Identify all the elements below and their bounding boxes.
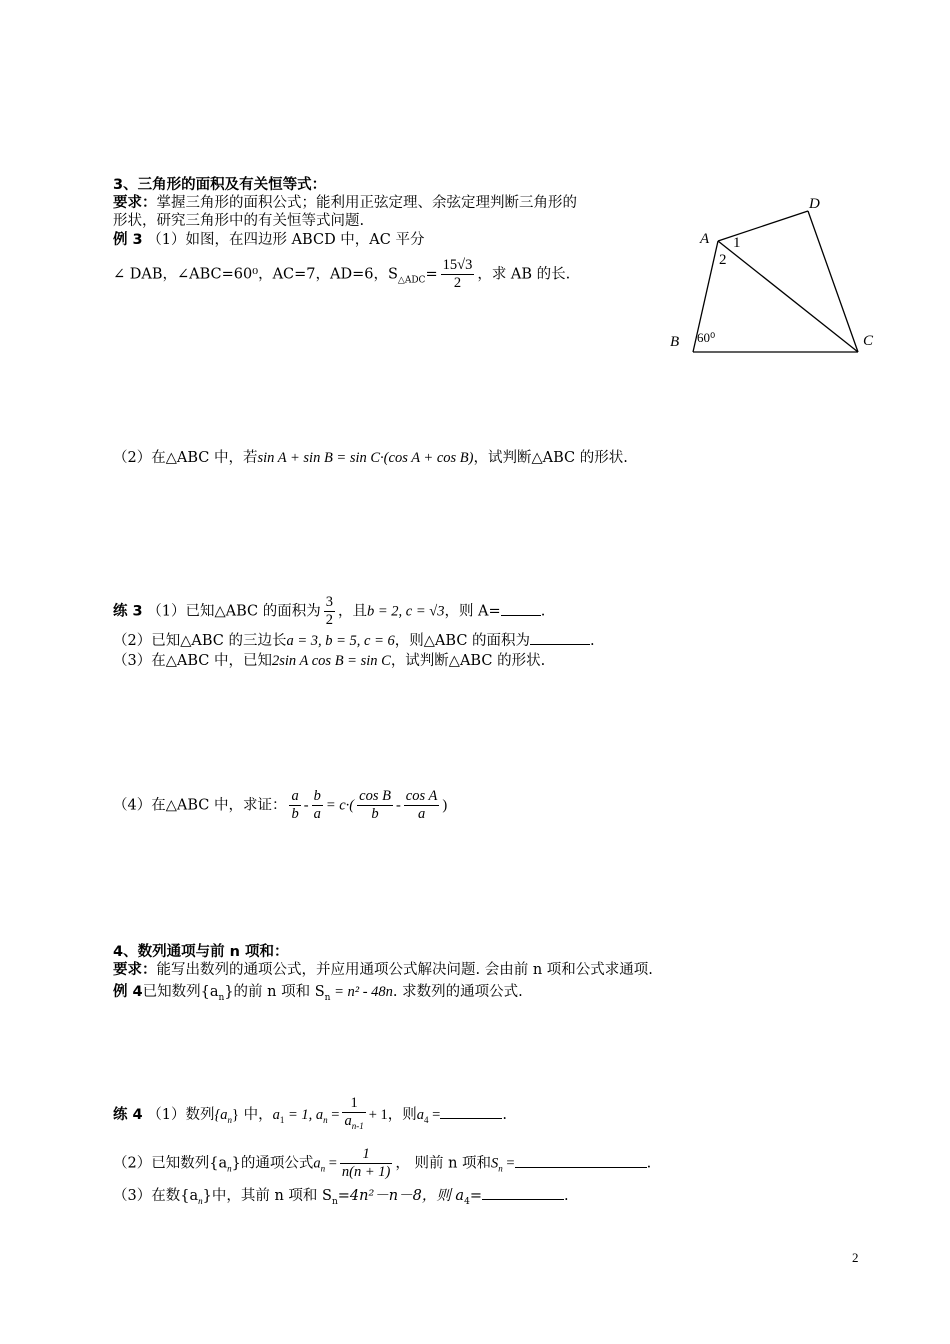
section-4-requirement [113, 961, 653, 979]
section-3-heading: 3、三角形的面积及有关恒等式： [113, 177, 327, 193]
fraction-denominator: b [371, 806, 379, 822]
pr3-q1-fraction [324, 594, 335, 629]
fraction-numerator: cos A [405, 788, 438, 804]
pr4-q2-tail: ， 则前 n 项和 [395, 1155, 492, 1172]
pr4-q2-sub: n [227, 1163, 232, 1174]
pr4-q3-sn-sub: n [331, 1196, 338, 1207]
ex4-mid: }的前 n 项和 S [224, 984, 325, 1000]
fraction-numerator: 3 [325, 594, 333, 610]
practice-3-label: 练 3 [113, 603, 143, 620]
pr4-q1-a4-sub: 4 [424, 1114, 429, 1125]
angle-2-label: 2 [719, 252, 727, 268]
pr4-q1-fraction [342, 1095, 365, 1135]
pr3-q2-tail: ，则△ABC 的面积为 [394, 633, 531, 649]
fraction-denominator: n(n + 1) [341, 1164, 391, 1180]
pr4-q1-a4-eq: = [428, 1106, 441, 1123]
pr4-q3-a4-sub: 4 [464, 1196, 470, 1207]
fraction-denominator: a [313, 806, 321, 822]
ex4-sn-sub: n [324, 992, 331, 1003]
pr4-q3-eq: =4n²－n－8，则 a [337, 1188, 465, 1204]
fraction-numerator: a [291, 788, 299, 804]
pr4-q1-end: . [502, 1106, 507, 1123]
pr4-q3-end-eq: = [469, 1188, 482, 1204]
practice-3-q3 [113, 652, 545, 670]
pr3-q1-pre: （1）已知△ABC 的面积为 [147, 603, 321, 620]
pr4-q2-an-sub: n [320, 1163, 326, 1174]
pr4-q2-an: a [313, 1155, 321, 1172]
quadrilateral-abcd-figure [660, 188, 880, 363]
side-dc [808, 211, 858, 352]
pr4-q1-a4: a [416, 1106, 425, 1123]
pr3-q3-pre: （3）在△ABC 中，已知 [113, 653, 272, 669]
ex3-p1-sub: △ADC [397, 275, 426, 286]
ex3-p1-tail: ，求 AB 的长. [477, 266, 571, 283]
req-label: 要求： [113, 962, 157, 978]
pr4-q2-fraction [340, 1146, 392, 1181]
pr3-q4-fraction-b-a [312, 788, 323, 823]
req-label: 要求： [113, 195, 157, 211]
fraction-numerator: b [313, 788, 321, 804]
pr3-q4-pre: （4）在△ABC 中，求证： [113, 797, 287, 814]
example-3-label: 例 3 [113, 232, 143, 248]
fraction-numerator: 1 [340, 1146, 392, 1164]
pr4-q1-tail: ，则 [387, 1106, 417, 1123]
fraction-numerator: 1 [342, 1095, 365, 1113]
ex4-tail: . 求数列的通项公式. [392, 984, 523, 1000]
pr4-q2-sn: S [491, 1155, 499, 1172]
pr4-q3-pre: （3）在数{a [113, 1188, 199, 1204]
ex3-p2-tail: ，试判断△ABC 的形状. [473, 450, 628, 466]
ex3-p2-pre: （2）在△ABC 中，若 [113, 450, 258, 466]
pr3-q4-fraction-cosa-a [404, 788, 440, 823]
ex4-equation: = n² - 48n [330, 984, 393, 1000]
pr4-q1-pre: （1）数列 [147, 1106, 215, 1123]
req-text-1: 掌握三角形的面积公式；能利用正弦定理、余弦定理判断三角形的 [156, 195, 577, 211]
ex3-area-fraction [441, 257, 475, 292]
answer-blank [530, 630, 590, 645]
page-number: 2 [852, 1250, 859, 1265]
pr4-q1-mid: 中， [239, 1106, 273, 1123]
section-3-requirement-cont: 形状，研究三角形中的有关恒等式问题. [113, 213, 365, 229]
minus-sign: - [303, 797, 309, 814]
pr3-q4-fraction-cosb-b [357, 788, 393, 823]
practice-3-q2 [113, 630, 595, 650]
fraction-numerator: cos B [359, 788, 391, 804]
practice-3-q1 [113, 594, 545, 629]
ex3-p2-equation: sin A + sin B = sin C·(cos A + cos B) [257, 450, 474, 466]
practice-4-q3 [113, 1185, 569, 1211]
equals-c: = c·( [325, 797, 355, 814]
example-3-part-1-line-1 [113, 231, 424, 249]
pr4-q2-sn-sub: n [498, 1163, 503, 1174]
vertex-b-label: B [670, 334, 680, 350]
pr4-q2-pre: （2）已知数列{a [113, 1155, 228, 1172]
answer-blank [515, 1153, 647, 1168]
den-sub: n-1 [351, 1120, 364, 1131]
ex4-pre: 已知数列{a [142, 984, 219, 1000]
pr3-q3-tail: ，试判断△ABC 的形状. [390, 653, 546, 669]
pr4-q2-end: . [646, 1155, 652, 1172]
pr4-q2-sn-eq: = [502, 1155, 515, 1172]
pr4-q1-eq: = [327, 1106, 340, 1123]
pr4-q3-end: . [563, 1188, 569, 1204]
practice-4-q2 [113, 1146, 651, 1181]
pr3-q1-tail: ，则 A= [444, 603, 501, 620]
fraction-denominator: 2 [325, 612, 333, 628]
pr4-q3-text: }中，其前 n 项和 S [202, 1188, 332, 1204]
pr4-q2-mid: }的通项公式 [231, 1155, 314, 1172]
section-3-requirement [113, 194, 577, 212]
side-ad [718, 211, 808, 241]
ex3-p1-text: （1）如图，在四边形 ABCD 中，AC 平分 [147, 232, 425, 248]
pr4-q1-seq-end: } [232, 1106, 240, 1123]
fraction-denominator [342, 1113, 365, 1135]
pr3-q1-condition: b = 2, c = √3 [366, 603, 445, 620]
diagonal-ac [718, 241, 858, 352]
fraction-denominator: a [417, 806, 426, 822]
pr4-q1-plus: + 1 [368, 1106, 388, 1123]
pr3-q2-pre: （2）已知△ABC 的三边长 [113, 633, 287, 649]
vertex-a-label: A [700, 231, 710, 247]
angle-b-label: 60⁰ [697, 330, 716, 345]
pr4-q1-cond: = 1, a [284, 1106, 324, 1123]
minus-sign: - [395, 797, 401, 814]
den-a: a [344, 1113, 352, 1129]
req-text: 能写出数列的通项公式，并应用通项公式解决问题. 会由前 n 项和公式求通项. [156, 962, 653, 978]
pr4-q1-seq-sub: n [227, 1114, 233, 1125]
pr3-q1-end: . [540, 603, 546, 620]
example-3-part-1-line-2 [113, 257, 570, 292]
pr3-q2-end: . [590, 633, 595, 649]
example-4-label: 例 4 [113, 984, 143, 1000]
answer-blank [440, 1104, 502, 1119]
pr3-q1-mid: ，且 [337, 603, 367, 620]
ex4-sub: n [218, 992, 225, 1003]
example-3-part-2 [113, 449, 628, 467]
pr4-q1-an-sub: n [323, 1114, 328, 1125]
practice-4-q1 [113, 1095, 507, 1135]
answer-blank [482, 1185, 564, 1200]
pr3-q4-fraction-a-b [289, 788, 300, 823]
fraction-numerator: 15√3 [442, 257, 473, 273]
fraction-denominator: b [291, 806, 299, 822]
pr4-q1-a1-sub: 1 [279, 1114, 285, 1125]
pr4-q2-eq: = [325, 1155, 337, 1172]
vertex-c-label: C [863, 333, 874, 349]
answer-blank [501, 601, 541, 616]
fraction-denominator: 2 [453, 275, 462, 291]
pr4-q1-a1: a [272, 1106, 280, 1123]
pr4-q1-seq: {a [214, 1106, 228, 1123]
section-4-heading: 4、数列通项与前 n 项和： [113, 944, 289, 960]
ex3-p1-cond: ∠ DAB，∠ABC=60⁰，AC=7，AD=6，S [113, 266, 398, 283]
practice-3-q4 [113, 788, 447, 823]
example-4 [113, 983, 523, 1007]
pr3-q2-condition: a = 3, b = 5, c = 6 [286, 633, 395, 649]
ex3-p1-eq: = [425, 266, 438, 283]
practice-4-label: 练 4 [113, 1106, 143, 1123]
pr4-q3-sub: n [198, 1195, 203, 1206]
vertex-d-label: D [809, 196, 820, 212]
pr3-q3-condition: 2sin A cos B = sin C [271, 653, 391, 669]
close-paren: ) [442, 797, 448, 814]
angle-1-label: 1 [733, 235, 741, 251]
